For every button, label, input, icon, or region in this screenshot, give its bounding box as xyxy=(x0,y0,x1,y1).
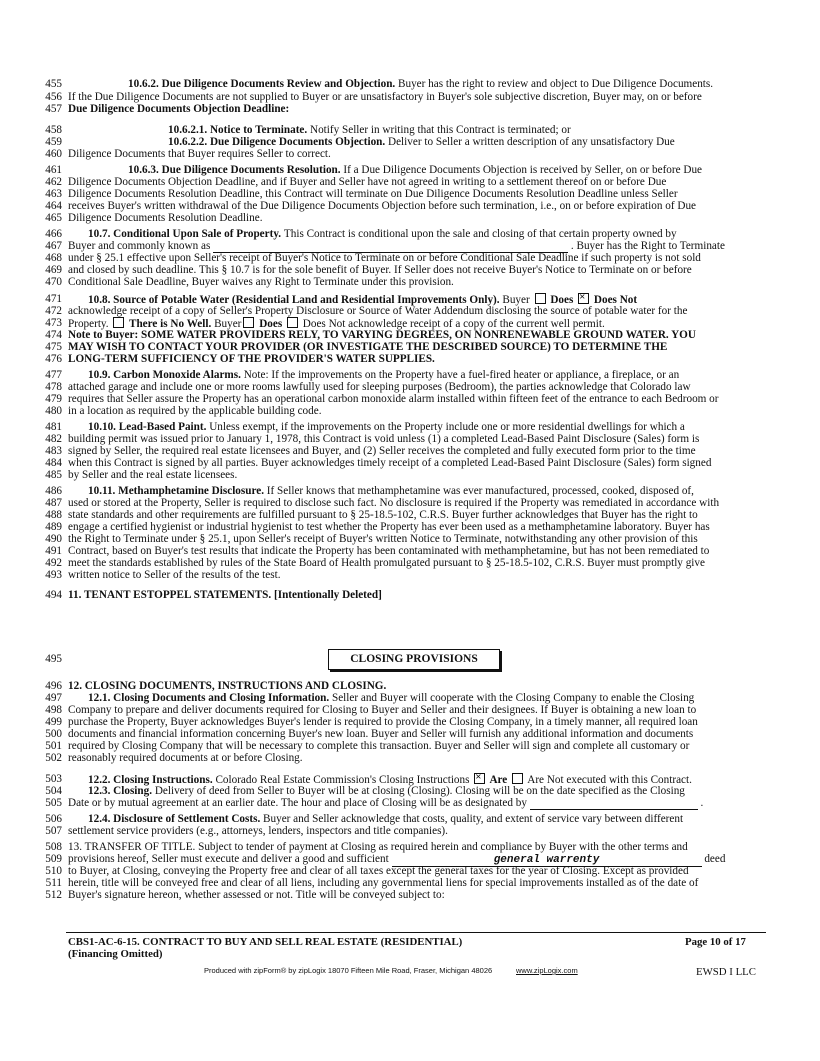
page-number: Page 10 of 17 xyxy=(685,936,746,948)
text-line xyxy=(68,752,764,764)
text-segment: written notice to Seller of the results of the test. xyxy=(68,569,281,581)
line-number: 469 xyxy=(45,264,62,276)
text-segment: Date or by mutual agreement at an earlier date. The hour and place of Closing will be as designated by xyxy=(68,797,530,809)
line-number: 496 xyxy=(45,680,62,692)
text-segment: Note: If the improvements on the Property have a fuel-fired heater or appliance, a fireplace, or an xyxy=(243,369,680,381)
text-line xyxy=(68,469,764,481)
text-segment: Unless exempt, if the improvements on the Property include one or more residential dwellings for which a xyxy=(209,421,685,433)
no-well-label: There is No Well. xyxy=(126,318,215,330)
section-number: 10.6.2.1. xyxy=(168,124,210,136)
line-number: 471 xyxy=(45,293,62,305)
text-line xyxy=(88,692,784,704)
line-number: 474 xyxy=(45,329,62,341)
line-number: 507 xyxy=(45,825,62,837)
text-segment: Diligence Documents that Buyer requires Seller to correct. xyxy=(68,148,331,160)
text-segment: and closed by such deadline. This § 10.7 is for the sole benefit of Buyer. If Seller does not receive Buyer's Notice to Terminate on or before xyxy=(68,264,692,276)
line-number: 497 xyxy=(45,692,62,704)
text-line xyxy=(68,680,764,692)
line-number: 480 xyxy=(45,405,62,417)
text-line xyxy=(68,405,764,417)
line-number: 500 xyxy=(45,728,62,740)
section-label: Due Diligence Documents Resolution. xyxy=(161,164,344,176)
text-line xyxy=(68,305,764,317)
text-line xyxy=(68,103,764,115)
text-line xyxy=(68,740,764,752)
line-number: 465 xyxy=(45,212,62,224)
line-number: 490 xyxy=(45,533,62,545)
line-number: 483 xyxy=(45,445,62,457)
section-number: 10.8. xyxy=(88,294,114,306)
website-link[interactable]: www.zipLogix.com xyxy=(516,966,578,975)
text-segment: purchase the Property, Buyer acknowledges Buyer's lender is required to provide the Closing Company, in a timely manner, all required loan xyxy=(68,716,698,728)
text-segment: Buyer and commonly known as xyxy=(68,240,214,252)
text-line xyxy=(68,200,764,212)
text-segment: engage a certified hygienist or industrial hygienist to test whether the Property has ever been used as a methamphetamine laboratory. Buyer has xyxy=(68,521,710,533)
text-segment: by Seller and the real estate licensees. xyxy=(68,469,238,481)
text-line xyxy=(68,728,764,740)
section-label: Disclosure of Settlement Costs. xyxy=(113,813,264,825)
option2-checkbox[interactable] xyxy=(512,773,523,784)
text-segment: Conditional Sale Deadline, Buyer waives any Right to Terminate under this provision. xyxy=(68,276,454,288)
text-line xyxy=(68,353,764,365)
line-number: 504 xyxy=(45,785,62,797)
text-segment: Note to Buyer: SOME WATER PROVIDERS RELY, TO VARYING DEGREES, ON NONRENEWABLE GROUND WATER. YOU xyxy=(68,329,696,341)
line-number: 459 xyxy=(45,136,62,148)
closing-provisions-heading: CLOSING PROVISIONS xyxy=(328,649,500,670)
text-line xyxy=(68,381,764,393)
section-label: Closing Documents and Closing Information. xyxy=(113,692,332,704)
text-segment: provisions hereof, Seller must execute and deliver a good and sufficient xyxy=(68,853,392,865)
text-segment: state standards and other requirements are fulfilled pursuant to § 25-18.5-102, C.R.S. Buyer further acknowledges that Buyer has the right to xyxy=(68,509,698,521)
text-segment: deed xyxy=(701,853,726,865)
text-segment: the Right to Terminate under § 25.1, upon Seller's receipt of Buyer's written Notice to Terminate, notwithstanding any other provision of this xyxy=(68,533,698,545)
text-segment: Colorado Real Estate Commission's Closing Instructions xyxy=(215,774,473,786)
company-name: EWSD I LLC xyxy=(696,966,756,978)
text-line xyxy=(168,136,820,148)
text-line xyxy=(88,485,784,497)
text-line xyxy=(68,557,764,569)
option2-label: Are Not executed with this Contract. xyxy=(525,774,692,786)
line-number: 479 xyxy=(45,393,62,405)
line-number: 477 xyxy=(45,369,62,381)
text-line xyxy=(68,276,764,288)
line-number: 512 xyxy=(45,889,62,901)
line-number: 511 xyxy=(45,877,62,889)
text-segment: 11. TENANT ESTOPPEL STATEMENTS. [Intentionally Deleted] xyxy=(68,589,382,601)
text-line xyxy=(68,252,764,264)
form-identifier: CBS1-AC-6-15. CONTRACT TO BUY AND SELL REAL ESTATE (RESIDENTIAL) xyxy=(68,936,463,948)
text-segment: This Contract is conditional upon the sale and closing of that certain property owned by xyxy=(283,228,677,240)
line-number: 489 xyxy=(45,521,62,533)
text-line xyxy=(68,509,764,521)
section-label: Methamphetamine Disclosure. xyxy=(118,485,267,497)
text-segment: building permit was issued prior to January 1, 1978, this Contract is void unless (1) a completed Lead-Based Paint Disclosure (Sales) form is xyxy=(68,433,700,445)
line-number: 464 xyxy=(45,200,62,212)
line-number: 457 xyxy=(45,103,62,115)
text-segment: requires that Seller assure the Property has an operational carbon monoxide alarm installed within fifteen feet of the entrance to each Bedroom or xyxy=(68,393,719,405)
section-number: 12.4. xyxy=(88,813,114,825)
text-line xyxy=(128,164,820,176)
line-number: 501 xyxy=(45,740,62,752)
text-line xyxy=(68,176,764,188)
section-label: Closing. xyxy=(113,785,155,797)
text-line xyxy=(88,421,784,433)
text-segment: reasonably required documents at or before Closing. xyxy=(68,752,303,764)
line-number: 482 xyxy=(45,433,62,445)
section-number: 10.7. xyxy=(88,228,114,240)
option1-label: Are xyxy=(487,774,511,786)
text-line xyxy=(68,393,764,405)
section-number: 10.10. xyxy=(88,421,119,433)
line-number: 485 xyxy=(45,469,62,481)
section-label: Due Diligence Documents Objection. xyxy=(209,136,388,148)
text-line xyxy=(68,91,764,103)
text-segment: Diligence Documents Resolution Deadline, this Contract will terminate on Due Diligence Documents Resolution Deadline unless Seller xyxy=(68,188,678,200)
text-segment: . xyxy=(697,797,704,809)
buyer-label: Buyer xyxy=(214,318,242,330)
text-line xyxy=(68,212,764,224)
text-segment: Buyer and Seller acknowledge that costs, quality, and extent of service vary between different xyxy=(263,813,684,825)
section-label: Conditional Upon Sale of Property. xyxy=(113,228,284,240)
text-segment: Delivery of deed from Seller to Buyer will be at closing (Closing). Closing will be on the date specified as the Closing xyxy=(154,785,685,797)
option2-checkbox[interactable] xyxy=(578,293,589,304)
option1-label: Does xyxy=(547,294,577,306)
text-segment: . Buyer has the Right to Terminate xyxy=(568,240,725,252)
line-number: 478 xyxy=(45,381,62,393)
line-number: 467 xyxy=(45,240,62,252)
text-segment: under § 25.1 effective upon Seller's receipt of Buyer's Notice to Terminate on or before Conditional Sale Deadline if such property is not sold xyxy=(68,252,701,264)
does-label: Does xyxy=(256,318,285,330)
text-line xyxy=(68,889,764,901)
text-line xyxy=(88,369,784,381)
section-label: Carbon Monoxide Alarms. xyxy=(113,369,244,381)
text-line xyxy=(68,545,764,557)
text-line xyxy=(68,329,764,341)
line-number: 463 xyxy=(45,188,62,200)
text-segment: Property. xyxy=(68,318,112,330)
text-line xyxy=(68,825,764,837)
line-number: 476 xyxy=(45,353,62,365)
text-segment: to Buyer, at Closing, conveying the Property free and clear of all taxes except the general taxes for the year of Closing. Except as provided xyxy=(68,865,689,877)
text-line xyxy=(68,188,764,200)
text-line xyxy=(68,264,764,276)
section-number: 10.11. xyxy=(88,485,119,497)
text-segment: LONG-TERM SUFFICIENCY OF THE PROVIDER'S WATER SUPPLIES. xyxy=(68,353,435,365)
text-segment: Diligence Documents Objection Deadline, and if Buyer and Seller have not agreed in writing to a settlement thereof on or before Due xyxy=(68,176,667,188)
text-segment: Notify Seller in writing that this Contract is terminated; or xyxy=(310,124,571,136)
text-line xyxy=(88,785,784,797)
line-number: 498 xyxy=(45,704,62,716)
line-number: 484 xyxy=(45,457,62,469)
text-segment: documents and financial information concerning Buyer's new loan. Buyer and Seller will furnish any additional information and documents xyxy=(68,728,694,740)
option1-checkbox[interactable] xyxy=(535,293,546,304)
text-segment: herein, title will be conveyed free and clear of all liens, including any governmental liens for special improvements installed as of the date of xyxy=(68,877,699,889)
line-number: 499 xyxy=(45,716,62,728)
option1-checkbox[interactable] xyxy=(474,773,485,784)
line-number: 492 xyxy=(45,557,62,569)
line-number: 458 xyxy=(45,124,62,136)
line-number: 488 xyxy=(45,509,62,521)
line-number: 508 xyxy=(45,841,62,853)
text-line xyxy=(68,148,764,160)
text-segment: receives Buyer's written withdrawal of the Due Diligence Documents Objection before such termination, i.e., on or before expiration of Due xyxy=(68,200,696,212)
no-well-checkbox[interactable] xyxy=(113,317,124,328)
text-segment: acknowledge receipt of a copy of Seller's Property Disclosure or Source of Water Addendum disclosing the source of potable water for the xyxy=(68,305,688,317)
line-number: 494 xyxy=(45,589,62,601)
text-segment: meet the standards established by rules of the State Board of Health promulgated pursuant to § 25-18.5-102, C.R.S. Buyer must promptly give xyxy=(68,557,705,569)
line-number: 461 xyxy=(45,164,62,176)
text-segment: MAY WISH TO CONTACT YOUR PROVIDER (OR INVESTIGATE THE DESCRIBED SOURCE) TO DETERMINE THE xyxy=(68,341,668,353)
well-permit-does-not-checkbox[interactable] xyxy=(287,317,298,328)
line-number: 493 xyxy=(45,569,62,581)
line-number: 509 xyxy=(45,853,62,865)
text-segment: If Seller knows that methamphetamine was ever manufactured, processed, cooked, disposed of, xyxy=(266,485,694,497)
text-segment: used or stored at the Property, Seller is required to disclose such fact. No disclosure is required if the Property was remediated in accordance with xyxy=(68,497,720,509)
section-label: Lead-Based Paint. xyxy=(118,421,210,433)
bold-line: Due Diligence Documents Objection Deadline: xyxy=(68,103,290,115)
text-segment: Company to prepare and deliver documents required for Closing to Buyer and Seller and their designees. If Buyer is obtaining a new loan to xyxy=(68,704,697,716)
text-segment: Diligence Documents Resolution Deadline. xyxy=(68,212,263,224)
section-label: 10.6.2. Due Diligence Documents Review and Objection. xyxy=(128,78,396,90)
text-segment: required by Closing Company that will be necessary to complete this transaction. Buyer and Seller will sign and complete all customary or xyxy=(68,740,690,752)
closing-designee-field[interactable] xyxy=(530,797,698,810)
text-segment: If the Due Diligence Documents are not supplied to Buyer or are unsatisfactory in Buyer's sole subjective discretion, Buyer may, on or before xyxy=(68,91,702,103)
section-label: Notice to Terminate. xyxy=(209,124,310,136)
text-segment: in a location as required by the applicable building code. xyxy=(68,405,322,417)
line-number: 495 xyxy=(45,653,62,665)
section-number: 12.2. xyxy=(88,774,114,786)
text-line xyxy=(68,521,764,533)
line-number: 503 xyxy=(45,773,62,785)
text-line xyxy=(68,865,764,877)
line-number: 502 xyxy=(45,752,62,764)
line-number: 487 xyxy=(45,497,62,509)
line-number: 468 xyxy=(45,252,62,264)
text-segment: attached garage and include one or more rooms lawfully used for sleeping purposes (Bedroom), the parties acknowledge that Colorado law xyxy=(68,381,691,393)
footer-rule xyxy=(66,932,766,933)
text-line xyxy=(68,457,764,469)
well-permit-does-checkbox[interactable] xyxy=(243,317,254,328)
text-segment: signed by Seller, the required real estate licensees and Buyer, and (2) Seller receives the completed and fully executed form prior to the time xyxy=(68,445,696,457)
text-segment: Contract, based on Buyer's test results that indicate the Property has been contaminated with methamphetamine, but has not been remediated to xyxy=(68,545,710,557)
text-line xyxy=(68,533,764,545)
option2-label: Does Not xyxy=(591,294,638,306)
text-line xyxy=(68,341,764,353)
line-number: 460 xyxy=(45,148,62,160)
text-line xyxy=(168,124,820,136)
text-line xyxy=(68,704,764,716)
line-number: 472 xyxy=(45,305,62,317)
line-number: 486 xyxy=(45,485,62,497)
section-label: Source of Potable Water (Residential Land and Residential Improvements Only). xyxy=(113,294,503,306)
deed-type-field[interactable]: general warrenty xyxy=(392,854,702,867)
text-line: 10.6.2. Due Diligence Documents Review and Objection. Buyer has the right to review and object to Due Diligence Documents. xyxy=(128,78,714,90)
text-segment: settlement service providers (e.g., attorneys, lenders, inspectors and title companies). xyxy=(68,825,448,837)
text-line xyxy=(68,797,764,810)
line-number: 491 xyxy=(45,545,62,557)
line-number: 456 xyxy=(45,91,62,103)
text-line xyxy=(88,228,784,240)
text-line xyxy=(88,813,784,825)
line-number: 466 xyxy=(45,228,62,240)
line-number: 506 xyxy=(45,813,62,825)
text-segment: 12. CLOSING DOCUMENTS, INSTRUCTIONS AND CLOSING. xyxy=(68,680,387,692)
section-number: 12.1. xyxy=(88,692,114,704)
line-number: 510 xyxy=(45,865,62,877)
line-number: 473 xyxy=(45,317,62,329)
text-line xyxy=(68,841,764,853)
section-label: Closing Instructions. xyxy=(113,774,216,786)
does-not-label: Does Not acknowledge receipt of a copy of the current well permit. xyxy=(300,318,605,330)
text-line xyxy=(68,445,764,457)
text-segment: 13. TRANSFER OF TITLE. Subject to tender of payment at Closing as required herein and compliance by Buyer with the other terms and xyxy=(68,841,688,853)
produced-by: Produced with zipForm® by zipLogix 18070 Fifteen Mile Road, Fraser, Michigan 48026 xyxy=(204,966,493,975)
text-segment: Seller and Buyer will cooperate with the Closing Company to enable the Closing xyxy=(331,692,695,704)
line-number: 475 xyxy=(45,341,62,353)
section-number: 10.6.2.2. xyxy=(168,136,210,148)
section-number: 10.6.3. xyxy=(128,164,162,176)
line-number: 470 xyxy=(45,276,62,288)
text-segment: when this Contract is signed by all parties. Buyer acknowledges timely receipt of a completed Lead-Based Paint Disclosure (Sales) form signed xyxy=(68,457,712,469)
text-line xyxy=(68,497,764,509)
text-segment: If a Due Diligence Documents Objection is received by Seller, on or before Due xyxy=(343,164,703,176)
text-line xyxy=(68,716,764,728)
text-line xyxy=(68,589,764,601)
text-segment: Buyer xyxy=(502,294,533,306)
line-number: 455 xyxy=(45,78,62,90)
text-line xyxy=(68,569,764,581)
line-number: 505 xyxy=(45,797,62,809)
text-segment: Deliver to Seller a written description of any unsatisfactory Due xyxy=(388,136,675,148)
line-number: 481 xyxy=(45,421,62,433)
section-number: 12.3. xyxy=(88,785,114,797)
text-line xyxy=(68,877,764,889)
section-number: 10.9. xyxy=(88,369,114,381)
line-number: 462 xyxy=(45,176,62,188)
text-line xyxy=(68,433,764,445)
text-segment: Buyer's signature hereon, whether assessed or not. Title will be conveyed subject to: xyxy=(68,889,445,901)
form-subtitle: (Financing Omitted) xyxy=(68,948,163,960)
